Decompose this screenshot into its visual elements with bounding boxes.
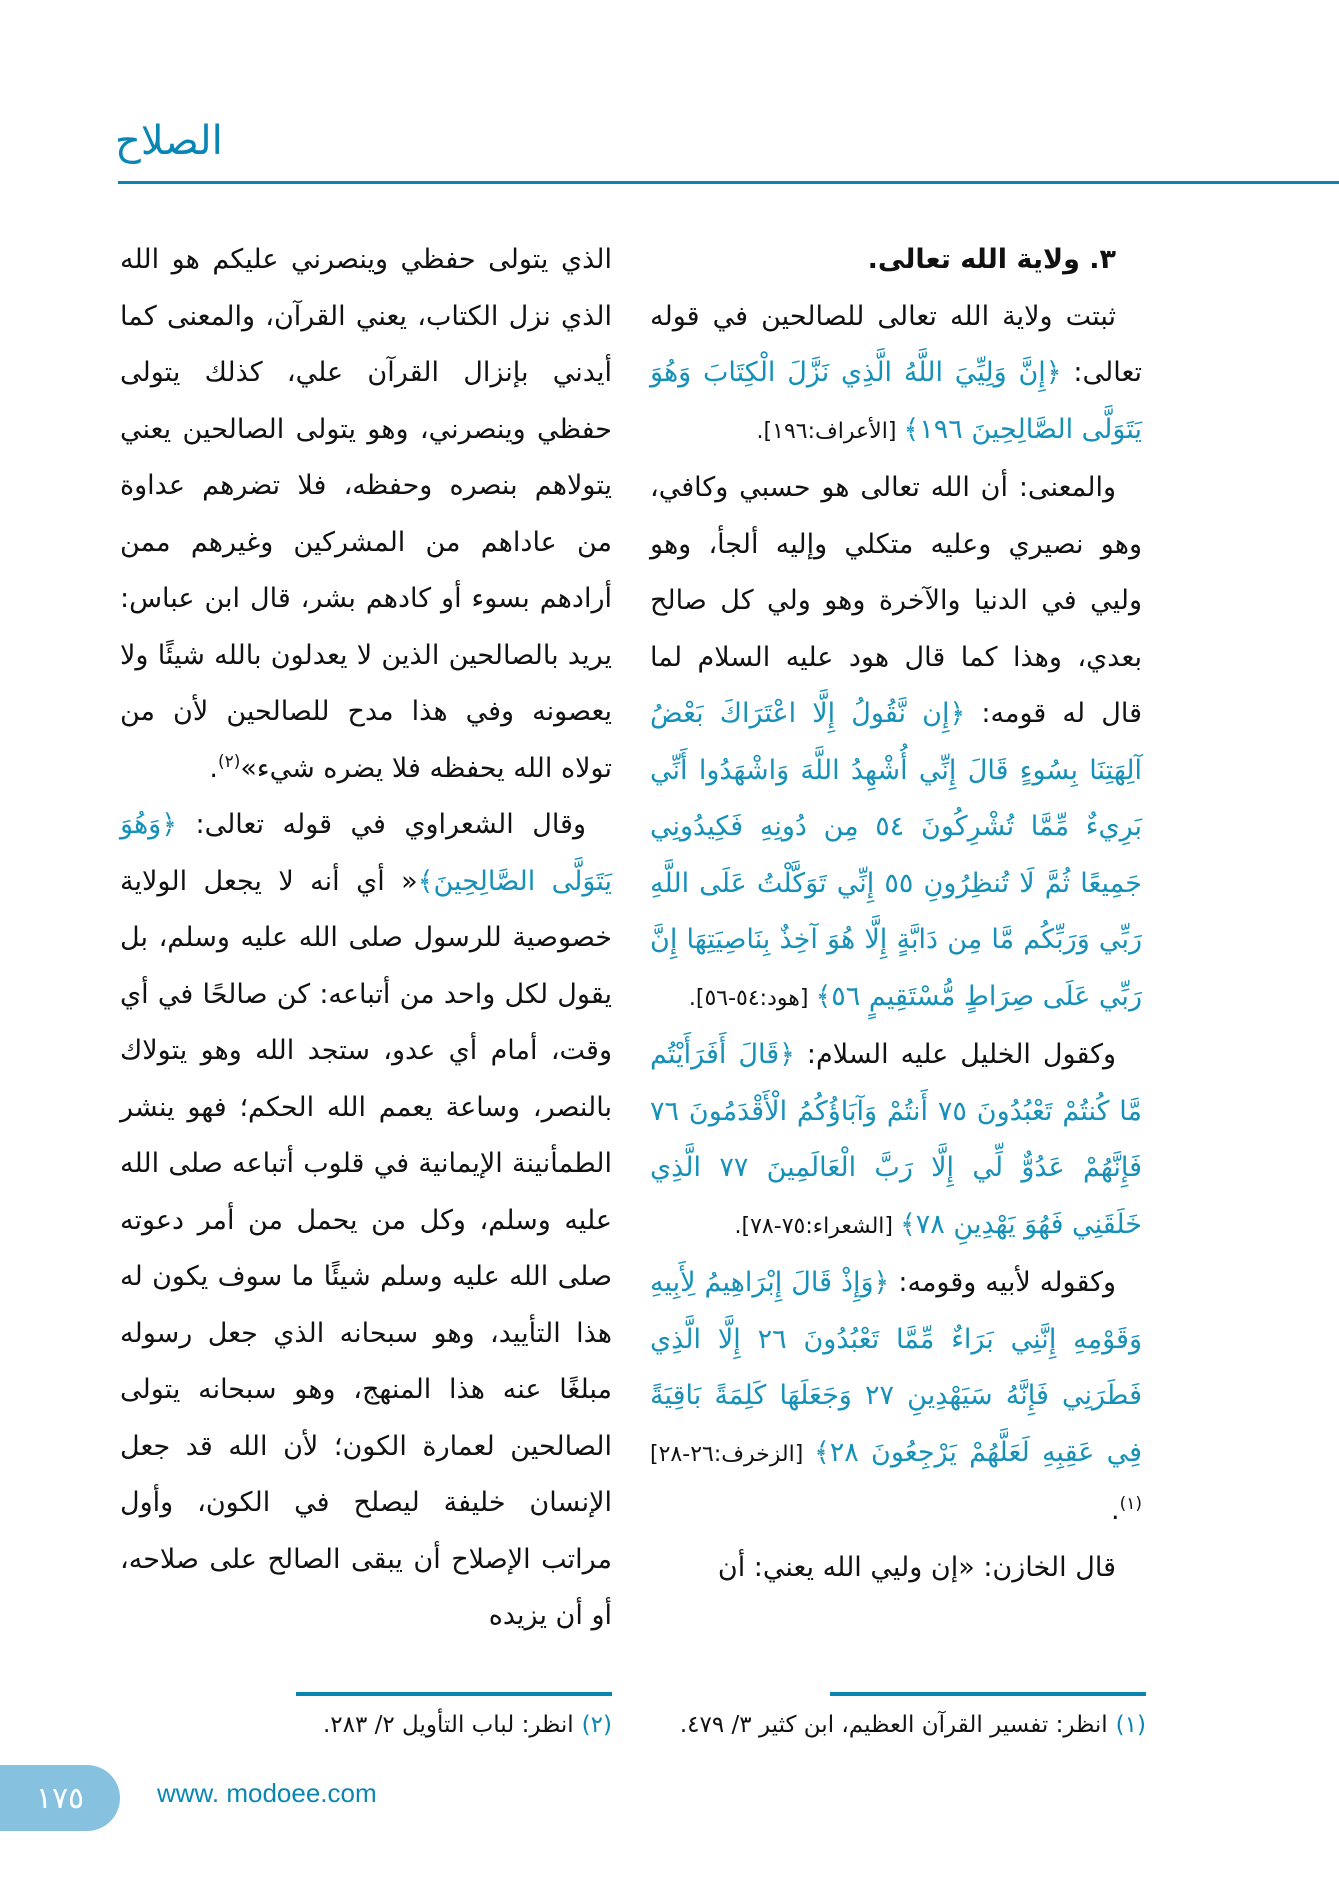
text: . bbox=[209, 752, 218, 784]
left-column bbox=[120, 232, 612, 1645]
paragraph bbox=[650, 1027, 1142, 1255]
header-divider bbox=[118, 181, 1339, 184]
verse-reference: [هود:٥٤-٥٦]. bbox=[688, 985, 816, 1011]
quran-verse: ﴿قَالَ أَفَرَأَيْتُم مَّا كُنتُمْ تَعْبُدُونَ ٧٥ أَنتُمْ وَآبَاؤُكُمُ الْأَقْدَمُونَ ٧٦ فَإِنَّهُمْ عَدُوٌّ لِّي إِلَّا رَبَّ الْعَالَمِينَ ٧٧ الَّذِي خَلَقَنِي فَهُوَ يَهْدِينِ ٧٨﴾ bbox=[650, 1039, 1143, 1240]
footnote-divider bbox=[296, 1692, 612, 1696]
verse-reference: [الشعراء:٧٥-٧٨]. bbox=[734, 1213, 900, 1239]
footnote-text: انظر: تفسير القرآن العظيم، ابن كثير ٣/ ٤٧٩. bbox=[679, 1712, 1108, 1738]
verse-reference: [الأعراف:١٩٦]. bbox=[756, 418, 904, 444]
paragraph bbox=[650, 1255, 1142, 1540]
text: « أي أنه لا يجعل الولاية خصوصية للرسول صلى الله عليه وسلم، بل يقول لكل واحد من أتباعه: كن صالحًا في أي وقت، أمام أي عدو، ستجد الله وهو يتولاك بالنصر، وساعة يعمم الله الحكم؛ فهو ينشر الطمأنينة الإيمانية في قلوب أتباعه صلى الله عليه وسلم، وكل من يحمل من أمر دعوته صلى الله عليه وسلم شيئًا ما سوف يكون له هذا التأييد، وهو سبحانه الذي جعل رسوله مبلغًا عنه هذا المنهج، وهو سبحانه يتولى الصالحين لعمارة الكون؛ لأن الله قد جعل الإنسان خليفة ليصلح في الكون، وأول مراتب الإصلاح أن يبقى الصالح على صلاحه، أو أن يزيده bbox=[120, 865, 612, 1631]
footnote-divider bbox=[830, 1692, 1146, 1696]
footnote-text: انظر: لباب التأويل ٢/ ٢٨٣. bbox=[322, 1712, 574, 1738]
text: . bbox=[1110, 1495, 1120, 1526]
footnote-marker[interactable]: (٢) bbox=[217, 751, 241, 772]
quran-verse: ﴿وَإِذْ قَالَ إِبْرَاهِيمُ لِأَبِيهِ وَقَوْمِهِ إِنَّنِي بَرَاءٌ مِّمَّا تَعْبُدُونَ ٢٦ إِلَّا الَّذِي فَطَرَنِي فَإِنَّهُ سَيَهْدِينِ ٢٧ وَجَعَلَهَا كَلِمَةً بَاقِيَةً فِي عَقِبِهِ لَعَلَّهُمْ يَرْجِعُونَ ٢٨﴾ bbox=[650, 1267, 1142, 1468]
text: وكقول الخليل عليه السلام: bbox=[794, 1039, 1117, 1070]
section-heading: ٣. ولاية الله تعالى. bbox=[867, 244, 1116, 275]
footnote-number: (١) bbox=[1115, 1712, 1146, 1738]
text: وكقوله لأبيه وقومه: bbox=[889, 1267, 1116, 1298]
paragraph: قال الخازن: «إن وليي الله يعني: أن bbox=[717, 1551, 1116, 1583]
right-column bbox=[650, 232, 1142, 1596]
text: وقال الشعراوي في قوله تعالى: bbox=[177, 809, 586, 840]
footnote-number: (٢) bbox=[581, 1712, 612, 1738]
footnote-marker[interactable]: (١) bbox=[1119, 1494, 1142, 1514]
paragraph bbox=[650, 460, 1142, 1027]
paragraph bbox=[120, 232, 612, 797]
website-link[interactable]: www. modoee.com bbox=[157, 1778, 377, 1808]
quran-verse: ﴿إِن نَّقُولُ إِلَّا اعْتَرَاكَ بَعْضُ آلِهَتِنَا بِسُوءٍ قَالَ إِنِّي أُشْهِدُ اللَّهَ وَاشْهَدُوا أَنِّي بَرِيءٌ مِّمَّا تُشْرِكُونَ ٥٤ مِن دُونِهِ فَكِيدُونِي جَمِيعًا ثُمَّ لَا تُنظِرُونِ ٥٥ إِنِّي تَوَكَّلْتُ عَلَى اللَّهِ رَبِّي وَرَبِّكُم مَّا مِن دَابَّةٍ إِلَّا هُوَ آخِذٌ بِنَاصِيَتِهَا إِنَّ رَبِّي عَلَى صِرَاطٍ مُّسْتَقِيمٍ ٥٦﴾ bbox=[650, 698, 1143, 1012]
text: ثبتت ولاية الله تعالى للصالحين في قوله تعالى: bbox=[650, 300, 1142, 388]
footnote-1 bbox=[680, 1712, 1146, 1738]
paragraph bbox=[120, 797, 612, 1645]
page-number: ١٧٥ bbox=[0, 1765, 120, 1831]
footnote-2 bbox=[323, 1712, 612, 1738]
quran-verse: ﴿إِنَّ وَلِيِّيَ اللَّهُ الَّذِي نَزَّلَ الْكِتَابَ وَهُوَ يَتَوَلَّى الصَّالِحِينَ ١٩٦﴾ bbox=[650, 357, 1142, 445]
verse-reference: [الزخرف:٢٦-٢٨] bbox=[650, 1441, 814, 1467]
quran-verse: ﴿وَهُوَ يَتَوَلَّى الصَّالِحِينَ﴾ bbox=[120, 809, 612, 897]
text: والمعنى: أن الله تعالى هو حسبي وكافي، وهو نصيري وعليه متكلي وإليه ألجأ، وهو وليي في الدنيا والآخرة وهو ولي كل صالح بعدي، وهذا كما قال هود عليه السلام لما قال له قومه: bbox=[650, 472, 1142, 729]
chapter-title: الصلاح bbox=[115, 118, 223, 164]
text: الذي يتولى حفظي وينصرني عليكم هو الله الذي نزل الكتاب، يعني القرآن، والمعنى كما أيدني بإنزال القرآن علي، كذلك يتولى حفظي وينصرني، وهو يتولى الصالحين يعني يتولاهم بنصره وحفظه، فلا تضرهم عداوة من عاداهم من المشركين وغيرهم ممن أرادهم بسوء أو كادهم بشر، قال ابن عباس: يريد بالصالحين الذين لا يعدلون بالله شيئًا ولا يعصونه وفي هذا مدح للصالحين لأن من تولاه الله يحفظه فلا يضره شيء» bbox=[120, 244, 612, 784]
paragraph bbox=[650, 289, 1142, 461]
